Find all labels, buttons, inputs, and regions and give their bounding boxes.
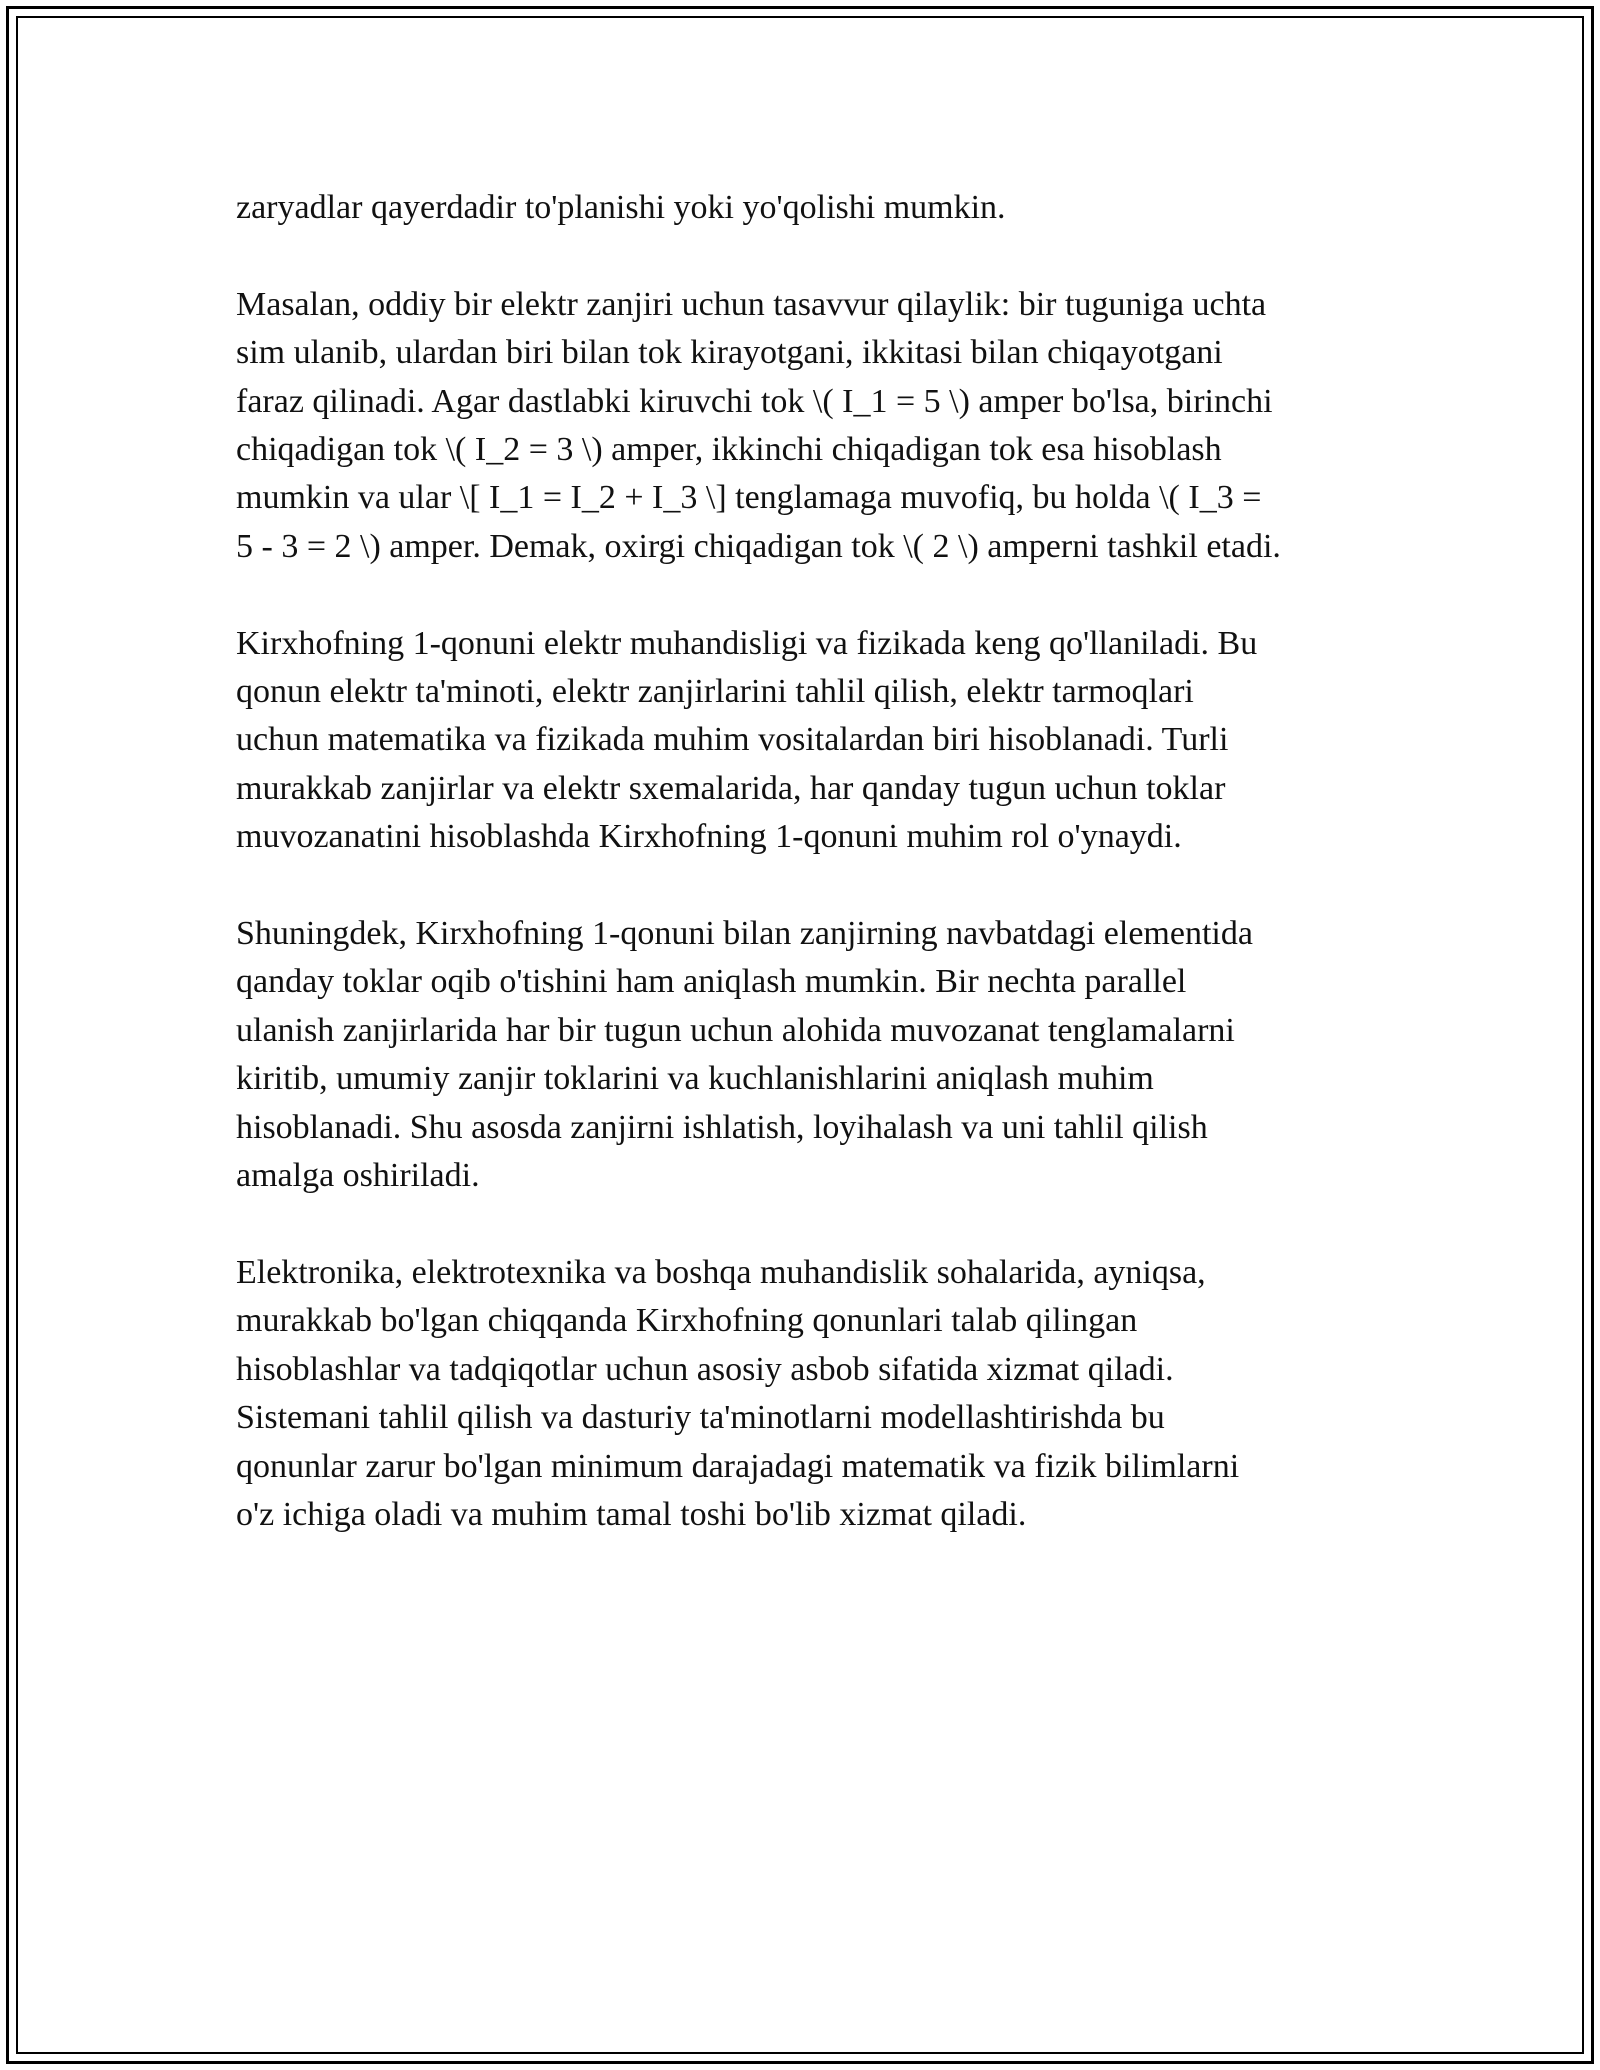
paragraph-3: Kirxhofning 1-qonuni elektr muhandisligi va fizikada keng qo'llaniladi. Bu qonun elektr ta'minoti, elektr zanjirlarini tahlil qilish, elektr tarmoqlari uchun matematika va fizikada muhim vositalardan biri hisoblanadi. Turli murakkab zanjirlar va elektr sxemalarida, har qanday tugun uchun toklar muvozanatini hisoblashda Kirxhofning 1-qonuni muhim rol o'ynaydi. (236, 624, 1258, 856)
paragraph-5: Elektronika, elektrotexnika va boshqa muhandislik sohalarida, ayniqsa, murakkab bo'lgan chiqqanda Kirxhofning qonunlari talab qilingan hisoblashlar va tadqiqotlar uchun asosiy asbob sifatida xizmat qiladi. Sistemani tahlil qilish va dasturiy ta'minotlarni modellashtirishda bu qonunlar zarur bo'lgan minimum darajadagi matematik va fizik bilimlarni o'z ichiga oladi va muhim tamal toshi bo'lib xizmat qiladi. (236, 1253, 1240, 1533)
paragraph-4: Shuningdek, Kirxhofning 1-qonuni bilan zanjirning navbatdagi elementida qanday toklar oqib o'tishini ham aniqlash mumkin. Bir nechta parallel ulanish zanjirlarida har bir tugun uchun alohida muvozanat tenglamalarni kiritib, umumiy zanjir toklarini va kuchlanishlarini aniqlash muhim hisoblanadi. Shu asosda zanjirni ishlatish, loyihalash va uni tahlil qilish amalga oshiriladi. (236, 915, 1253, 1195)
document-body (236, 184, 1376, 1588)
paragraph-1: zaryadlar qayerdadir to'planishi yoki yo'qolishi mumkin. (236, 189, 1006, 226)
paragraph-2: Masalan, oddiy bir elektr zanjiri uchun tasavvur qilaylik: bir tuguniga uchta sim ulanib, ulardan biri bilan tok kirayotgani, ikkitasi bilan chiqayotgani faraz qilinadi. Agar dastlabki kiruvchi tok \( I_1 = 5 \) amper bo'lsa, birinchi chiqadigan tok \( I_2 = 3 \) amper, ikkinchi chiqadigan tok esa hisoblash mumkin va ular \[ I_1 = I_2 + I_3 \] tenglamaga muvofiq, bu holda \( I_3 = 5 - 3 = 2 \) amper. Demak, oxirgi chiqadigan tok \( 2 \) amperni tashkil etadi. (236, 285, 1281, 565)
